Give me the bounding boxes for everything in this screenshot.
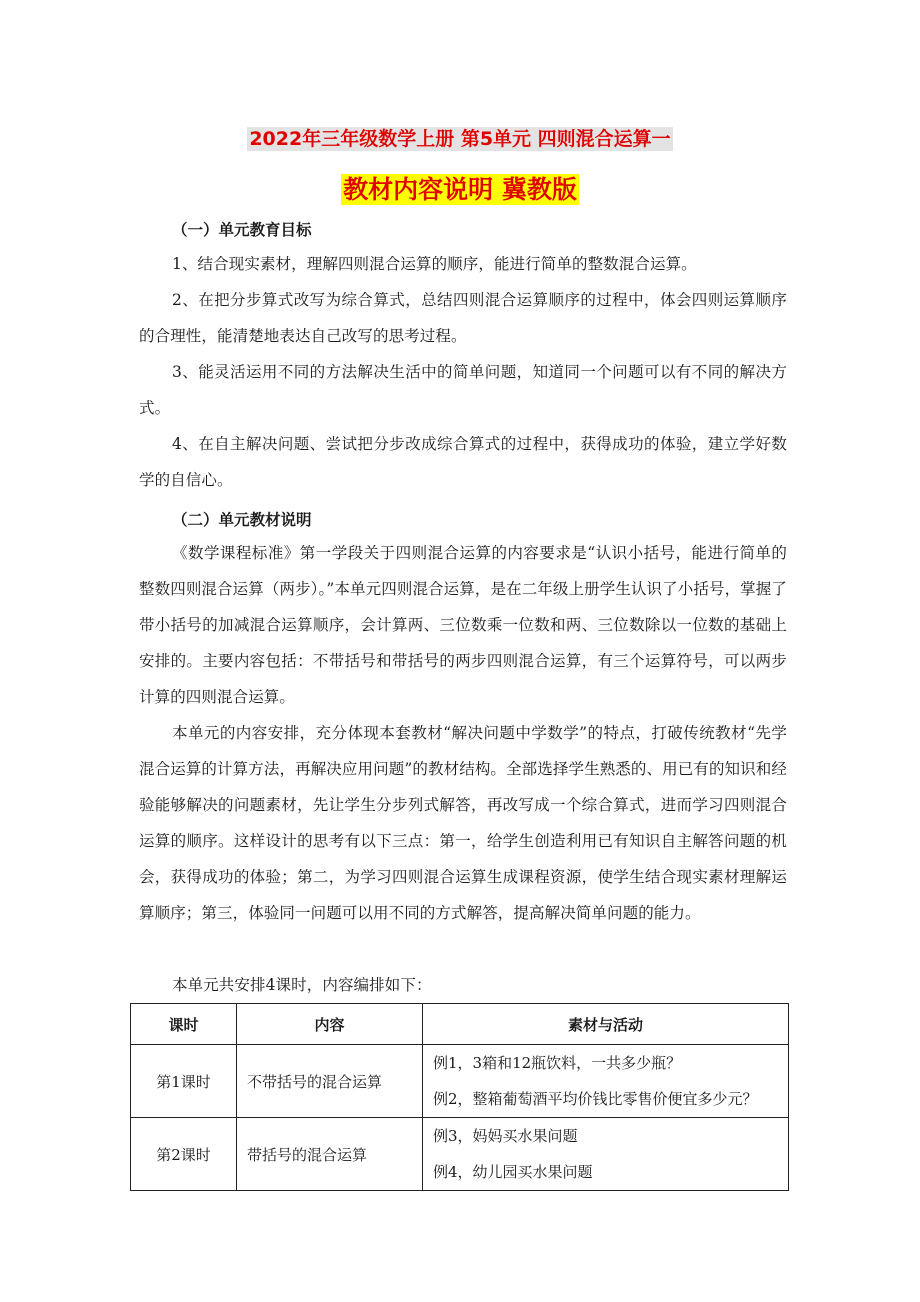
header-activities: 素材与活动 <box>423 1004 789 1045</box>
section-heading-goals: （一）单元教育目标 <box>172 221 312 239</box>
goal-item-3: 3、能灵活运用不同的方法解决生活中的简单问题，知道同一个问题可以有不同的解决方式。 <box>139 363 787 417</box>
table-header-row <box>131 1004 789 1045</box>
document-title-line-2 <box>0 170 920 206</box>
goal-item-4: 4、在自主解决问题、尝试把分步改成综合算式的过程中，获得成功的体验，建立学好数学的自信心。 <box>139 435 787 489</box>
table-row <box>131 1118 789 1191</box>
title-text-1: 2022年三年级数学上册 第5单元 四则混合运算一 <box>249 128 671 150</box>
header-period: 课时 <box>131 1004 237 1045</box>
row-content: 不带括号的混合运算 <box>237 1045 423 1118</box>
table-intro: 本单元共安排4课时，内容编排如下： <box>172 976 432 994</box>
row-period: 第1课时 <box>131 1045 237 1118</box>
table-row <box>131 1045 789 1118</box>
header-content: 内容 <box>237 1004 423 1045</box>
goal-item-2: 2、在把分步算式改写为综合算式，总结四则混合运算顺序的过程中，体会四则运算顺序的合理性，能清楚地表达自己改写的思考过程。 <box>139 291 787 345</box>
row-period: 第2课时 <box>131 1118 237 1191</box>
activity-item: 例3，妈妈买水果问题 <box>433 1127 578 1145</box>
row-content: 带括号的混合运算 <box>237 1118 423 1191</box>
activity-item: 例1，3箱和12瓶饮料，一共多少瓶？ <box>433 1054 682 1072</box>
section-heading-materials: （二）单元教材说明 <box>172 511 312 529</box>
goal-item-1: 1、结合现实素材，理解四则混合运算的顺序，能进行简单的整数混合运算。 <box>172 255 697 273</box>
materials-paragraph-2: 本单元的内容安排，充分体现本套教材“解决问题中学数学”的特点，打破传统教材“先学混合运算的计算方法，再解决应用问题”的教材结构。全部选择学生熟悉的、用已有的知识和经验能够解决的问题素材，先让学生分步列式解答，再改写成一个综合算式，进而学习四则混合运算的顺序。这样设计的思考有以下三点：第一，给学生创造利用已有知识自主解答问题的机会，获得成功的体验；第二，为学习四则混合运算生成课程资源，使学生结合现实素材理解运算顺序；第三，体验同一问题可以用不同的方式解答，提高解决简单问题的能力。 <box>139 724 787 922</box>
activity-item: 例2，整箱葡萄酒平均价钱比零售价便宜多少元？ <box>433 1090 758 1108</box>
document-title-line-1 <box>0 124 920 151</box>
row-activities <box>423 1118 789 1191</box>
title-text-2: 教材内容说明 冀教版 <box>343 175 577 204</box>
row-activities <box>423 1045 789 1118</box>
materials-paragraph-1: 《数学课程标准》第一学段关于四则混合运算的内容要求是“认识小括号，能进行简单的整数四则混合运算（两步）。”本单元四则混合运算，是在二年级上册学生认识了小括号，掌握了带小括号的加减混合运算顺序，会计算两、三位数乘一位数和两、三位数除以一位数的基础上安排的。主要内容包括：不带括号和带括号的两步四则混合运算，有三个运算符号，可以两步计算的四则混合运算。 <box>139 544 787 706</box>
lesson-table <box>130 1003 789 1191</box>
activity-item: 例4，幼儿园买水果问题 <box>433 1163 593 1181</box>
